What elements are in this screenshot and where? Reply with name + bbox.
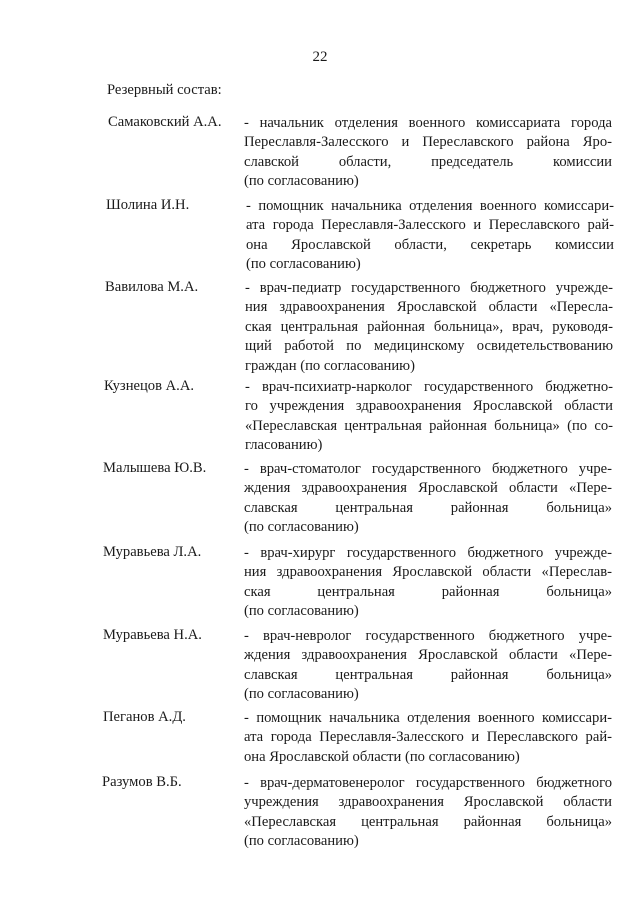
description-line: - помощник начальника отделения военного комиссари- [244,710,612,726]
member-name: Пеганов А.Д. [103,709,186,725]
member-name: Самаковский А.А. [108,114,222,130]
page-number: 22 [312,49,328,65]
description-line: (по согласованию) [246,256,361,273]
description-line: ждения здравоохранения Ярославской области «Пере- [244,647,612,664]
member-description [245,378,613,456]
description-line: гласованию) [245,437,323,454]
description-line: учреждения здравоохранения Ярославской области [244,794,612,811]
description-line: она Ярославской области, секретарь комиссии [246,236,614,253]
description-line: го учреждения здравоохранения Ярославской области [245,398,613,415]
description-line: ская центральная районная больница» [244,583,612,600]
member-description [245,279,613,376]
description-line: она Ярославской области (по согласованию) [244,748,520,765]
member-name: Разумов В.Б. [102,774,182,790]
description-line: ния здравоохранения Ярославской области «Пересла- [245,299,613,316]
member-name: Малышева Ю.В. [103,460,207,476]
description-line: - врач-стоматолог государственного бюджетного учре- [244,461,612,477]
member-description [244,544,612,622]
description-line: (по согласованию) [244,603,359,620]
description-line: ская центральная районная больница», врач, руководя- [245,318,613,335]
description-line: - врач-психиатр-нарколог государственного бюджетно- [245,379,613,395]
member-description [246,197,614,275]
description-line: (по согласованию) [244,833,359,850]
member-description [244,774,612,852]
description-line: (по согласованию) [244,519,359,536]
description-line: - врач-невролог государственного бюджетного учре- [244,628,612,644]
description-line: ния здравоохранения Ярославской области «Переслав- [244,564,612,581]
description-line: щий работой по медицинскому освидетельствованию [245,338,613,355]
member-description [244,114,612,192]
description-line: - врач-педиатр государственного бюджетного учрежде- [245,280,613,296]
description-line: граждан (по согласованию) [245,357,415,374]
member-name: Кузнецов А.А. [104,378,195,394]
member-description [244,627,612,705]
description-line: (по согласованию) [244,686,359,703]
member-name: Муравьева Л.А. [103,544,202,560]
description-line: славская центральная районная больница» [244,666,612,683]
member-name: Муравьева Н.А. [103,627,202,643]
description-line: - врач-дерматовенеролог государственного бюджетного [244,775,612,791]
description-line: ата города Переславля-Залесского и Переславского рай- [244,729,612,746]
description-line: ата города Переславля-Залесского и Переславского рай- [246,217,614,234]
description-line: «Переславская центральная районная больница» (по со- [245,417,613,434]
member-name: Шолина И.Н. [106,197,190,213]
member-description [244,709,612,767]
member-name: Вавилова М.А. [105,279,199,295]
description-line: славской области, председатель комиссии [244,153,612,170]
description-line: Переславля-Залесского и Переславского района Яро- [244,134,612,151]
description-line: - начальник отделения военного комиссариата города [244,115,612,131]
description-line: (по согласованию) [244,173,359,190]
description-line: славская центральная районная больница» [244,499,612,516]
description-line: - врач-хирург государственного бюджетного учрежде- [244,545,612,561]
member-description [244,460,612,538]
description-line: - помощник начальника отделения военного комиссари- [246,198,614,214]
description-line: «Переславская центральная районная больница» [244,813,612,830]
section-heading: Резервный состав: [107,82,222,98]
description-line: ждения здравоохранения Ярославской области «Пере- [244,480,612,497]
